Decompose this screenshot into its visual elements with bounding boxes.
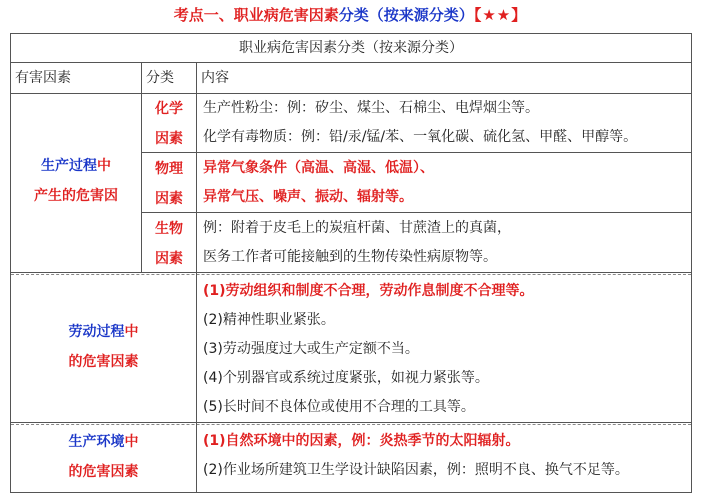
content-environment [197,427,691,485]
category-biological-line2: 因素 [155,251,183,267]
content-line: 例：附着于皮毛上的炭疽杆菌、甘蔗渣上的真菌， [203,220,511,236]
content-line: (5)长时间不良体位或使用不合理的工具等。 [203,399,475,415]
stage-environment-c: 的危害因素 [68,464,139,480]
stage-production-a: 生产过程 [41,158,97,174]
title-suffix: 分类（按来源分类） [338,6,474,24]
content-line: (2)作业场所建筑卫生学设计缺陷因素，例：照明不良、换气不足等。 [203,462,629,478]
stage-environment-b: 中 [124,434,139,450]
title-stars: 【★★】 [473,6,528,24]
divider [11,422,691,423]
content-line: 医务工作者可能接触到的生物传染性病原物等。 [203,249,497,265]
header-hazard: 有害因素 [15,70,71,86]
header-category: 分类 [146,70,174,86]
stage-production-b: 中 [97,158,111,174]
stage-environment [11,427,196,487]
content-line: (1)劳动组织和制度不合理，劳动作息制度不合理等。 [203,283,534,299]
category-chemical-line1: 化学 [155,101,183,117]
category-physical [142,154,196,214]
content-chemical [197,94,691,152]
content-line: 异常气压、噪声、振动、辐射等。 [203,189,413,205]
content-biological [197,214,691,272]
content-physical [197,154,691,212]
stage-labor-c: 的危害因素 [68,354,139,370]
table-caption: 职业病危害因素分类（按来源分类） [239,40,463,56]
content-line: 生产性粉尘：例：矽尘、煤尘、石棉尘、电焊烟尘等。 [203,100,539,116]
stage-environment-a: 生产环境 [68,434,125,450]
category-biological-line1: 生物 [155,221,183,237]
stage-labor-b: 中 [124,324,139,340]
category-chemical [142,94,196,154]
content-line: (1)自然环境中的因素，例：炎热季节的太阳辐射。 [203,433,520,449]
content-line: 化学有毒物质：例：铅/汞/锰/苯、一氧化碳、硫化氢、甲醛、甲醇等。 [203,129,638,145]
stage-production [11,151,141,211]
stage-labor-a: 劳动过程 [68,324,125,340]
content-labor [197,277,691,422]
divider [141,152,691,153]
hazard-table [10,33,692,493]
page-title [0,0,701,30]
category-biological [142,214,196,274]
stage-labor [11,317,196,377]
divider [141,212,691,213]
divider [11,274,691,275]
content-line: (2)精神性职业紧张。 [203,312,335,328]
content-line: (4)个别器官或系统过度紧张，如视力紧张等。 [203,370,489,386]
content-line: (3)劳动强度过大或生产定额不当。 [203,341,419,357]
category-physical-line2: 因素 [155,191,183,207]
title-prefix: 考点一、职业病危害因素 [173,6,339,24]
category-chemical-line2: 因素 [155,131,183,147]
content-line: 异常气象条件（高温、高湿、低温）、 [203,160,434,176]
header-content: 内容 [201,70,229,86]
divider [11,272,691,273]
stage-production-c: 产生的危害因 [34,188,118,204]
divider [11,424,691,425]
category-physical-line1: 物理 [155,161,183,177]
